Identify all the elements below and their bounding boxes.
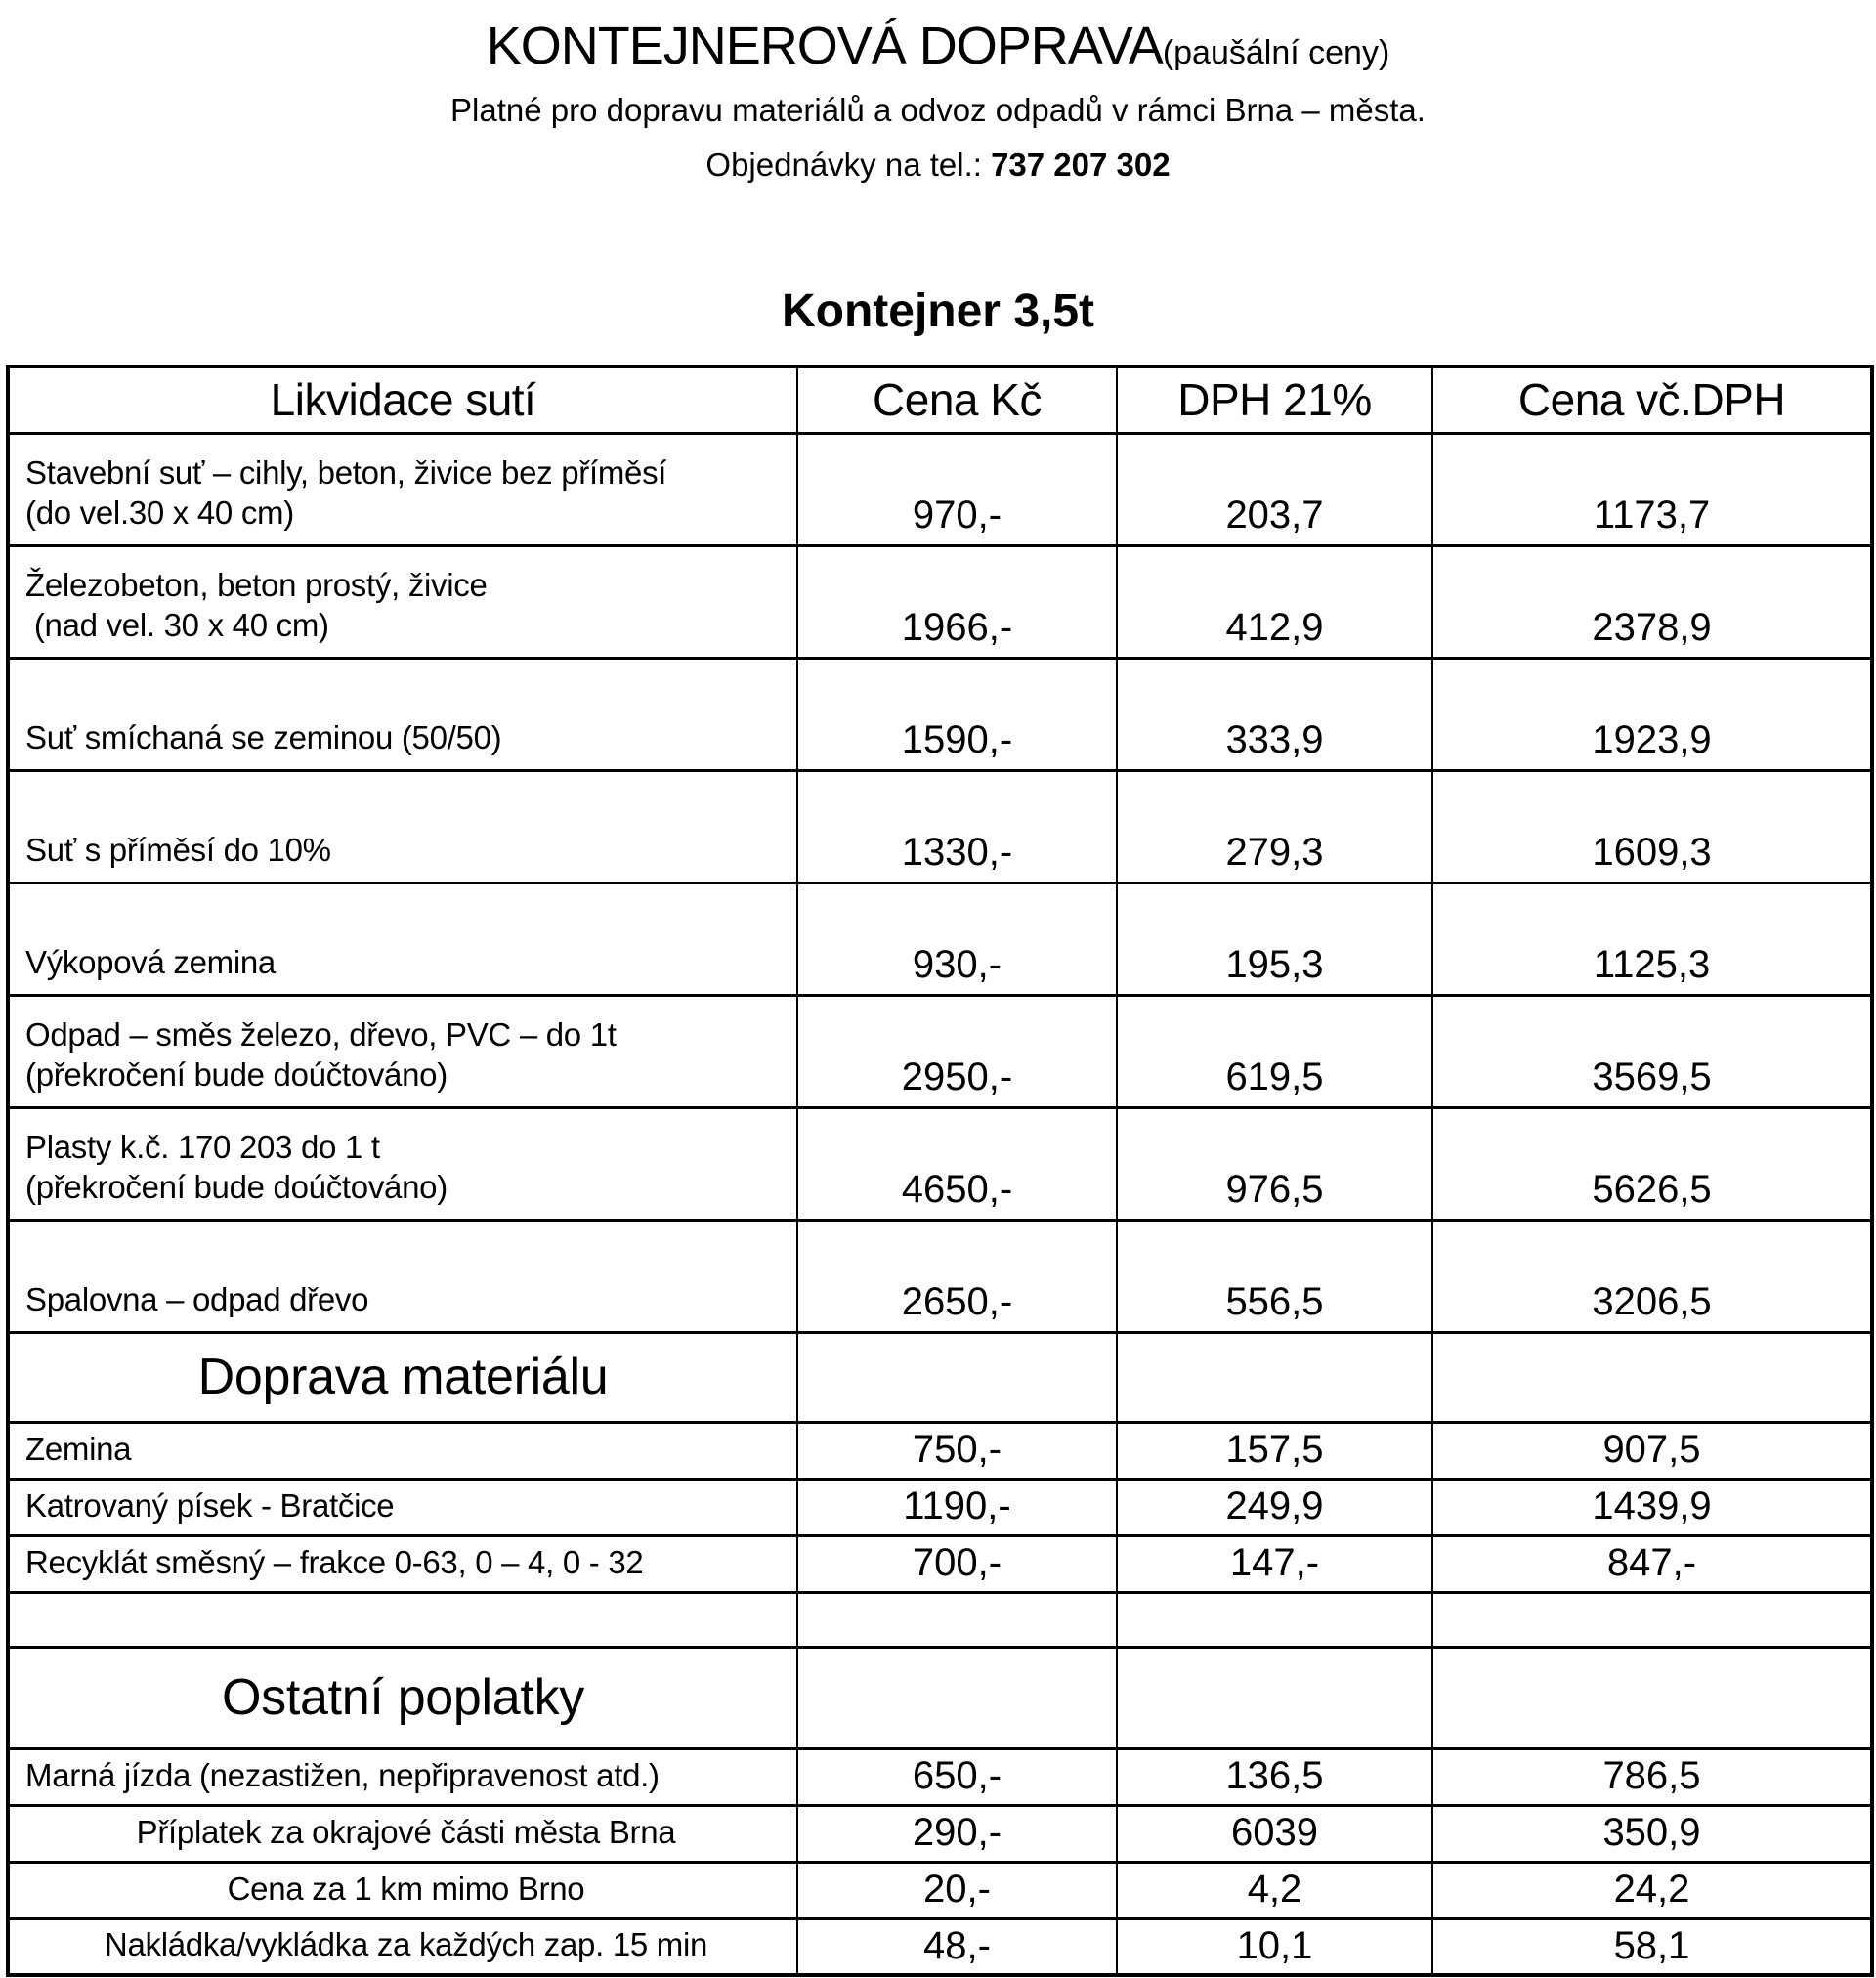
cena-dph-cell: 786,5 <box>1432 1748 1872 1805</box>
row-label-line: Suť s příměsí do 10% <box>25 831 331 868</box>
cena-cell: 650,- <box>797 1748 1117 1805</box>
table-row <box>8 1479 1872 1535</box>
cena-dph-cell: 58,1 <box>1432 1918 1872 1975</box>
cena-dph-cell <box>1432 1332 1872 1422</box>
row-label <box>8 1805 797 1862</box>
section-row-ostatni <box>8 1647 1872 1748</box>
cena-dph-cell: 350,9 <box>1432 1805 1872 1862</box>
column-header-cena-dph: Cena vč.DPH <box>1432 366 1872 433</box>
row-label <box>8 433 797 545</box>
dph-cell: 147,- <box>1117 1535 1432 1592</box>
row-label <box>8 1592 797 1647</box>
dph-cell: 6039 <box>1117 1805 1432 1862</box>
dph-cell <box>1117 1592 1432 1647</box>
cena-cell <box>797 1647 1117 1748</box>
row-label <box>8 882 797 995</box>
row-label-line: Cena za 1 km mimo Brno <box>227 1870 585 1907</box>
cena-cell: 1966,- <box>797 545 1117 658</box>
table-row <box>8 433 1872 545</box>
document-subtitle: Platné pro dopravu materiálů a odvoz odpadů v rámci Brna – města. <box>450 92 1426 128</box>
cena-cell <box>797 1592 1117 1647</box>
cena-dph-cell: 3569,5 <box>1432 995 1872 1107</box>
row-label-line: Odpad – směs železo, dřevo, PVC – do 1t <box>25 1015 617 1053</box>
row-label-line: Suť smíchaná se zeminou (50/50) <box>25 718 502 755</box>
cena-dph-cell: 2378,9 <box>1432 545 1872 658</box>
dph-cell: 157,5 <box>1117 1422 1432 1479</box>
cena-dph-cell: 3206,5 <box>1432 1220 1872 1332</box>
dph-cell: 976,5 <box>1117 1107 1432 1220</box>
row-label <box>8 1479 797 1535</box>
document-header <box>0 0 1876 187</box>
table-header-row <box>8 366 1872 433</box>
container-title: Kontejner 3,5t <box>781 285 1095 337</box>
row-label-line: Spalovna – odpad dřevo <box>25 1280 369 1317</box>
row-label <box>8 1107 797 1220</box>
row-label-line: (překročení bude doúčtováno) <box>25 1168 448 1205</box>
dph-cell <box>1117 1332 1432 1422</box>
cena-cell: 750,- <box>797 1422 1117 1479</box>
dph-cell: 556,5 <box>1117 1220 1432 1332</box>
cena-dph-cell: 1439,9 <box>1432 1479 1872 1535</box>
column-header-dph: DPH 21% <box>1117 366 1432 433</box>
row-label-line: Stavební suť – cihly, beton, živice bez příměsí <box>25 453 667 491</box>
cena-cell: 1190,- <box>797 1479 1117 1535</box>
table-row <box>8 1535 1872 1592</box>
dph-cell: 4,2 <box>1117 1862 1432 1918</box>
dph-cell: 619,5 <box>1117 995 1432 1107</box>
table-row <box>8 1862 1872 1918</box>
row-label <box>8 1748 797 1805</box>
dph-cell: 136,5 <box>1117 1748 1432 1805</box>
cena-dph-cell: 24,2 <box>1432 1862 1872 1918</box>
cena-cell: 1330,- <box>797 770 1117 882</box>
row-label-line: Recyklát směsný – frakce 0-63, 0 – 4, 0 - 32 <box>25 1543 644 1580</box>
row-label-line: (do vel.30 x 40 cm) <box>25 494 294 531</box>
table-row <box>8 1748 1872 1805</box>
dph-cell <box>1117 1647 1432 1748</box>
row-label <box>8 1918 797 1975</box>
column-header-likvidace: Likvidace sutí <box>8 366 797 433</box>
row-label <box>8 995 797 1107</box>
table-row <box>8 882 1872 995</box>
section-row-doprava <box>8 1332 1872 1422</box>
cena-cell <box>797 1332 1117 1422</box>
cena-dph-cell: 847,- <box>1432 1535 1872 1592</box>
orders-label: Objednávky na tel.: <box>705 147 992 183</box>
table-row <box>8 1107 1872 1220</box>
row-label-line: Železobeton, beton prostý, živice <box>25 566 488 603</box>
row-label <box>8 1220 797 1332</box>
title-suffix: (paušální ceny) <box>1162 34 1390 71</box>
dph-cell: 203,7 <box>1117 433 1432 545</box>
row-label-line: Marná jízda (nezastižen, nepřipravenost atd.) <box>25 1756 660 1793</box>
phone-number: 737 207 302 <box>991 147 1171 183</box>
dph-cell: 412,9 <box>1117 545 1432 658</box>
cena-cell: 930,- <box>797 882 1117 995</box>
title-main: KONTEJNEROVÁ DOPRAVA <box>486 17 1163 75</box>
table-row <box>8 545 1872 658</box>
table-row <box>8 1918 1872 1975</box>
cena-cell: 1590,- <box>797 658 1117 770</box>
cena-dph-cell: 1923,9 <box>1432 658 1872 770</box>
row-label <box>8 1862 797 1918</box>
cena-dph-cell: 1125,3 <box>1432 882 1872 995</box>
cena-dph-cell: 907,5 <box>1432 1422 1872 1479</box>
cena-cell: 290,- <box>797 1805 1117 1862</box>
dph-cell: 333,9 <box>1117 658 1432 770</box>
row-label <box>8 1422 797 1479</box>
table-row <box>8 770 1872 882</box>
dph-cell: 10,1 <box>1117 1918 1432 1975</box>
table-row <box>8 1220 1872 1332</box>
row-label <box>8 770 797 882</box>
row-label-line: (překročení bude doúčtováno) <box>25 1055 448 1093</box>
cena-cell: 4650,- <box>797 1107 1117 1220</box>
column-header-cena: Cena Kč <box>797 366 1117 433</box>
section-title: Doprava materiálu <box>8 1332 797 1422</box>
cena-cell: 48,- <box>797 1918 1117 1975</box>
cena-cell: 20,- <box>797 1862 1117 1918</box>
dph-cell: 249,9 <box>1117 1479 1432 1535</box>
table-row <box>8 995 1872 1107</box>
row-label-line: Příplatek za okrajové části města Brna <box>136 1813 676 1850</box>
row-label-line: (nad vel. 30 x 40 cm) <box>25 606 329 643</box>
table-row <box>8 658 1872 770</box>
cena-dph-cell: 1609,3 <box>1432 770 1872 882</box>
table-row <box>8 1422 1872 1479</box>
row-label <box>8 1535 797 1592</box>
row-label <box>8 658 797 770</box>
dph-cell: 195,3 <box>1117 882 1432 995</box>
cena-cell: 970,- <box>797 433 1117 545</box>
cena-cell: 2650,- <box>797 1220 1117 1332</box>
orders-line <box>0 144 1876 187</box>
document-title <box>0 16 1876 83</box>
section-title: Ostatní poplatky <box>8 1647 797 1748</box>
cena-cell: 2950,- <box>797 995 1117 1107</box>
cena-dph-cell: 1173,7 <box>1432 433 1872 545</box>
row-label-line: Plasty k.č. 170 203 do 1 t <box>25 1128 380 1165</box>
cena-dph-cell: 5626,5 <box>1432 1107 1872 1220</box>
dph-cell: 279,3 <box>1117 770 1432 882</box>
cena-cell: 700,- <box>797 1535 1117 1592</box>
cena-dph-cell <box>1432 1592 1872 1647</box>
price-table <box>6 365 1874 1977</box>
row-label <box>8 545 797 658</box>
empty-row <box>8 1592 1872 1647</box>
row-label-line: Zemina <box>25 1430 132 1467</box>
row-label-line: Nakládka/vykládka za každých zap. 15 min <box>104 1926 708 1963</box>
row-label-line: Výkopová zemina <box>25 943 276 980</box>
row-label-line: Katrovaný písek - Bratčice <box>25 1486 395 1524</box>
table-row <box>8 1805 1872 1862</box>
cena-dph-cell <box>1432 1647 1872 1748</box>
